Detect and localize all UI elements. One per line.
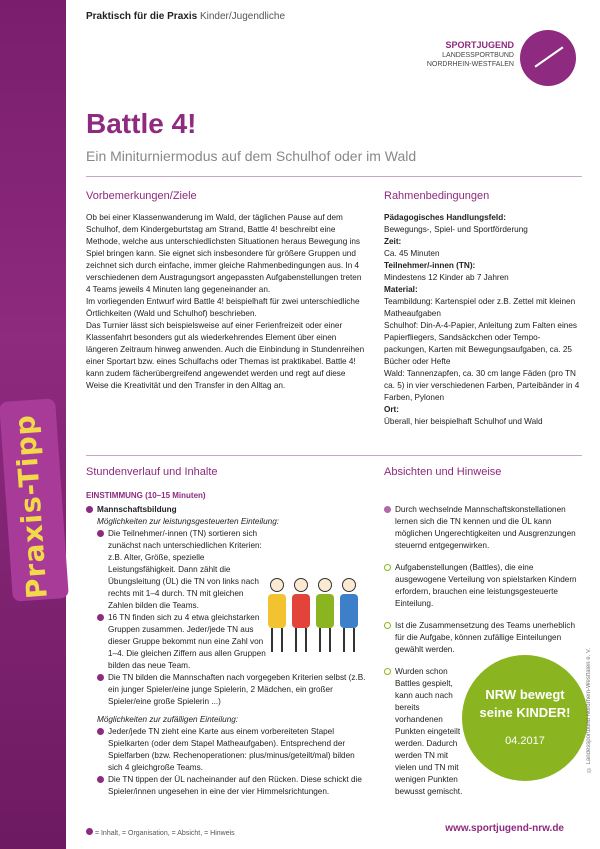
inhalt-bullet-icon (97, 776, 104, 783)
list-item: Die TN tippen der ÜL nacheinander auf den Rücken. Diese schickt die Spieler/innen ungesehen in eine der vier Himmelsrichtungen. (108, 775, 362, 796)
vorbemerkungen-text (86, 212, 368, 392)
hinweis-bullet-icon (384, 622, 391, 629)
badge-date: 04.2017 (505, 735, 545, 747)
praxis-tipp-badge (0, 398, 69, 601)
topic-label: Mannschaftsbildung (97, 505, 177, 514)
rahmen-label: Teilnehmer/-innen (TN): (384, 261, 476, 270)
logo-icon (520, 30, 576, 86)
option-label: Möglichkeiten zur zufälligen Einteilung: (97, 715, 239, 724)
list-item: Aufgabenstellungen (Battles), die eine ausgewogene Verteilung von spielstarken Kindern erfordern, brauchen eine leistungsgesteuerte Einteilung. (395, 563, 577, 608)
legend-text: = Inhalt, = Organisation, = Absicht, = Hinweis (94, 830, 235, 837)
section-heading-stunden: Stundenverlauf und Inhalte (86, 466, 218, 478)
hinweis-bullet-icon (384, 668, 391, 675)
list-item: Durch wechselnde Mannschaftskonstellationen lernen sich die TN kennen und die ÜL kann möglichen Ungerechtigkeiten und Ausgrenzungen steuernd entgegenwirken. (395, 505, 576, 550)
sidebar-band (0, 0, 66, 849)
audience-label: Kinder/Jugendliche (199, 11, 286, 22)
rahmen-label: Ort: (384, 405, 400, 414)
option-label: Möglichkeiten zur leistungsgesteuerten Einteilung: (97, 517, 280, 526)
rahmen-list (384, 212, 580, 428)
inhalt-bullet-icon (97, 614, 104, 621)
paragraph: Im vorliegenden Entwurf wird Battle 4! beispielhaft für zwei unterschiedliche Örtlichkeiten (Wald und Schulhof) beschrieben. (86, 297, 360, 318)
rahmen-value: Bewegungs-, Spiel- und Sportförderung (384, 225, 528, 234)
legend (86, 826, 235, 837)
rahmen-label: Material: (384, 285, 418, 294)
list-item: Ist die Zusammensetzung des Teams unerheblich für die Aufgabe, können zufällige Einteilungen gewählt werden. (395, 621, 576, 654)
list-item: Wurden schon Battles gespielt, kann auch nach bereits vorhandenen Punkten eingeteilt werden. Dadurch werden TN mit vielen und TN mit wenigen Punkten bewusst gemischt. (395, 667, 463, 796)
list-item: 16 TN finden sich zu 4 etwa gleichstarken Gruppen zusammen. Jeder/jede TN aus dieser Gruppe bekommt nun eine Zahl von 1–4. Die gleichen Ziffern aus allen Gruppen bilden das neue Team. (108, 613, 266, 670)
page-title: Battle 4! (86, 108, 197, 139)
list-item: Die Teilnehmer/-innen (TN) sortieren sich zunächst nach unterschiedlichen Kriterien: z.B. Alter, Größe, spezielle Leistungsfähigkeit. Dann zählt die Übungsleitung (ÜL) die TN von links nach rechts mit 1–4 durch. TN mit gleichen Zahlen bilden die Teams. (108, 529, 262, 610)
rahmen-value: Schulhof: Din-A-4-Papier, Anleitung zum Falten eines Papierfliegers, Sandsäckchen oder Tempo-packungen, Karten mit Bewegungsaufgaben, ca. 25 Bücher oder Hefte (384, 321, 577, 366)
inhalt-bullet-icon (97, 728, 104, 735)
list-item: Die TN bilden die Mannschaften nach vorgegeben Kriterien selbst (z.B. ein junger Spieler/eine junge Spielerin, 2 Mädchen, ein großer Spieler/eine große Spielerin ...) (108, 673, 366, 706)
rahmen-label: Pädagogisches Handlungsfeld: (384, 213, 506, 222)
organisation-bullet-icon (384, 564, 391, 571)
rahmen-value: Mindestens 12 Kinder ab 7 Jahren (384, 273, 509, 282)
inhalt-bullet-icon (97, 674, 104, 681)
section-heading-rahmen: Rahmenbedingungen (384, 190, 490, 202)
rahmen-value: Wald: Tannenzapfen, ca. 30 cm lange Fäden (pro TN ca. 5) in vier verschiedenen Farben, Parteibänder in 4 Farben, Pylonen (384, 369, 580, 402)
badge-line2: seine KINDER! (479, 705, 571, 720)
badge-label: Praxis-Tipp (8, 413, 54, 600)
page-header (86, 11, 285, 22)
page-subtitle: Ein Miniturniermodus auf dem Schulhof oder im Wald (86, 148, 417, 164)
inhalt-bullet-icon (86, 506, 93, 513)
inhalt-bullet-icon (86, 828, 93, 835)
section-heading-vorbemerkungen: Vorbemerkungen/Ziele (86, 190, 197, 202)
divider (86, 176, 582, 177)
list-item: Jeder/jede TN zieht eine Karte aus einem vorbereiteten Stapel Spielkarten (oder dem Stapel Matheaufgaben). Entsprechend der Spielfarben (bzw. Rechenoperationen: plus/minus/geteilt/mal) bilden sich 4 gleichgroße Teams. (108, 727, 355, 772)
series-title: Praktisch für die Praxis (86, 11, 198, 22)
badge-line1: NRW bewegt (485, 687, 565, 702)
divider (86, 455, 582, 456)
inhalt-bullet-icon (97, 530, 104, 537)
phase-label: EINSTIMMUNG (10–15 Minuten) (86, 491, 206, 500)
paragraph: Ob bei einer Klassenwanderung im Wald, der täglichen Pause auf dem Schulhof, dem Kindergeburtstag am Strand, Battle 4! beschreibt eine Methode, welche aus unterschiedlichsten Situationen heraus Bewegung ins Spiel bringen kann. Sie eignet sich insbesondere für größere Gruppen und zeichnet sich durch einfache, immer gleiche Rahmenbedingungen aus. In 4 verschiedenen dem Austragungsort angepassten Aufgabenstellungen treten 4 Teams jeweils 4 Minuten lang gegeneinander an. (86, 213, 362, 294)
children-illustration (268, 560, 368, 652)
rahmen-label: Zeit: (384, 237, 402, 246)
sportjugend-logo (396, 30, 576, 86)
logo-line3: NORDRHEIN-WESTFALEN (426, 61, 514, 68)
logo-line2: LANDESSPORTBUND (442, 52, 514, 59)
website-link[interactable]: www.sportjugend-nrw.de (445, 823, 564, 834)
copyright-text: © Landessportbund Nordrhein-Westfalen e. V. (586, 648, 592, 773)
absicht-bullet-icon (384, 506, 391, 513)
paragraph: Das Turnier lässt sich beispielsweise auf einer Ferienfreizeit oder einer Klassenfahrt besonders gut als wiederkehrendes Element über einen längeren Zeitraum hinweg anwenden. Auch die Einbindung in Stundenreihen einer Sportart bzw. eines Schulfachs oder Themas ist praktikabel. Battle 4! kann zudem fächerübergreifend angewendet werden und regt auf diese Weise die Kreativität und den Transfer in den Alltag an. (86, 321, 365, 390)
nrw-bewegt-badge (462, 655, 588, 781)
rahmen-value: Überall, hier beispielhaft Schulhof und Wald (384, 417, 543, 426)
rahmen-value: Teambildung: Kartenspiel oder z.B. Zettel mit kleinen Matheaufgaben (384, 297, 576, 318)
logo-line1: SPORTJUGEND (445, 40, 514, 50)
rahmen-value: Ca. 45 Minuten (384, 249, 440, 258)
section-heading-absichten: Absichten und Hinweise (384, 466, 502, 478)
